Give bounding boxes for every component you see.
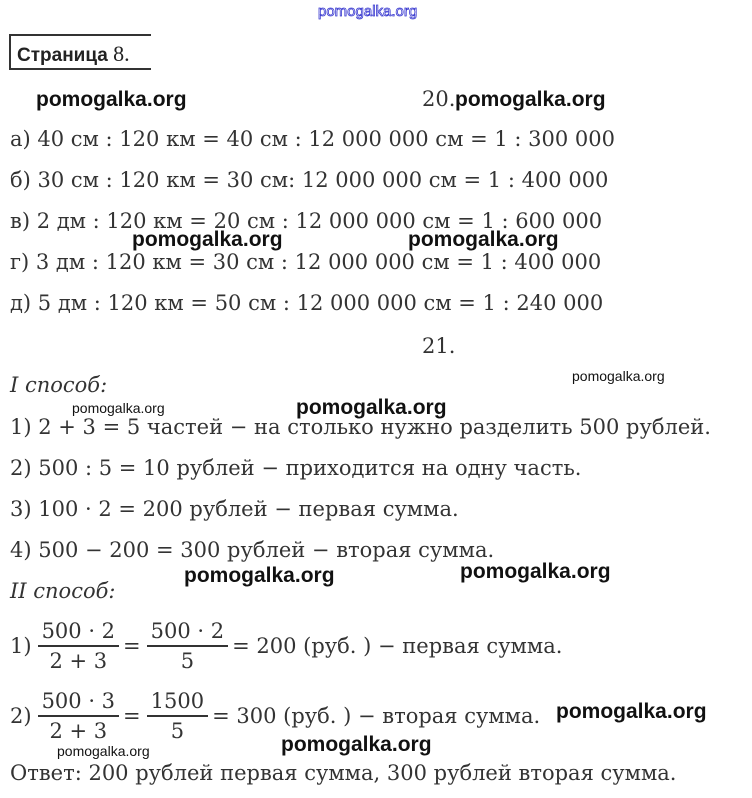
watermark: pomogalka.org [36, 88, 187, 111]
task-20-line: в) 2 дм : 120 км = 20 см : 12 000 000 см = 1 : 600 000 [10, 209, 603, 233]
equals: = [123, 634, 141, 658]
step-result: = 200 (руб. ) − первая сумма. [232, 634, 563, 658]
denominator: 2 + 3 [49, 649, 108, 673]
method-1-step: 1) 2 + 3 = 5 частей − на столько нужно разделить 500 рублей. [10, 415, 711, 439]
fraction [147, 617, 228, 675]
watermark: pomogalka.org [556, 700, 707, 723]
page-title [17, 41, 130, 67]
title-label: Страница [17, 45, 108, 66]
step-number: 1) [10, 634, 32, 658]
method-1-heading: I способ: [10, 373, 108, 397]
method-1-step: 2) 500 : 5 = 10 рублей − приходится на одну часть. [10, 456, 582, 480]
page-title-box [9, 34, 151, 70]
task-20-line: а) 40 см : 120 км = 40 см : 12 000 000 см = 1 : 300 000 [10, 127, 615, 151]
denominator: 5 [180, 649, 195, 673]
task-20-line: б) 30 см : 120 км = 30 см: 12 000 000 см = 1 : 400 000 [10, 168, 609, 192]
watermark: pomogalka.org [281, 733, 432, 756]
fraction [38, 617, 119, 675]
denominator: 5 [170, 719, 185, 743]
method-2-step [10, 687, 544, 745]
equals: = [123, 704, 141, 728]
watermark: pomogalka.org [184, 564, 335, 587]
denominator: 2 + 3 [49, 719, 108, 743]
task-20-line: г) 3 дм : 120 км = 30 см : 12 000 000 см = 1 : 400 000 [10, 250, 602, 274]
method-1-step: 4) 500 − 200 = 300 рублей − вторая сумма. [10, 538, 495, 562]
watermark: pomogalka.org [455, 88, 606, 111]
watermark: pomogalka.org [132, 228, 283, 251]
numerator: 1500 [147, 687, 208, 717]
fraction [147, 687, 208, 745]
task-20-number: 20. [422, 87, 456, 111]
watermark: pomogalka.org [572, 368, 665, 384]
task-21-number: 21. [422, 334, 456, 358]
numerator: 500 · 3 [38, 687, 119, 717]
watermark: pomogalka.org [57, 743, 150, 759]
method-2-step [10, 617, 566, 675]
watermark: pomogalka.org [408, 228, 559, 251]
task-20-line: д) 5 дм : 120 км = 50 см : 12 000 000 см = 1 : 240 000 [10, 291, 604, 315]
watermark: pomogalka.org [72, 400, 165, 416]
answer: Ответ: 200 рублей первая сумма, 300 рублей вторая сумма. [10, 761, 677, 785]
method-2-heading: II способ: [10, 579, 116, 603]
fraction [38, 687, 119, 745]
step-number: 2) [10, 704, 32, 728]
watermark: pomogalka.org [296, 396, 447, 419]
page-number: 8. [113, 41, 130, 66]
watermark-top: pomogalka.org [318, 3, 418, 20]
numerator: 500 · 2 [147, 617, 228, 647]
watermark: pomogalka.org [460, 560, 611, 583]
numerator: 500 · 2 [38, 617, 119, 647]
method-1-step: 3) 100 · 2 = 200 рублей − первая сумма. [10, 497, 459, 521]
step-result: = 300 (руб. ) − вторая сумма. [212, 704, 541, 728]
